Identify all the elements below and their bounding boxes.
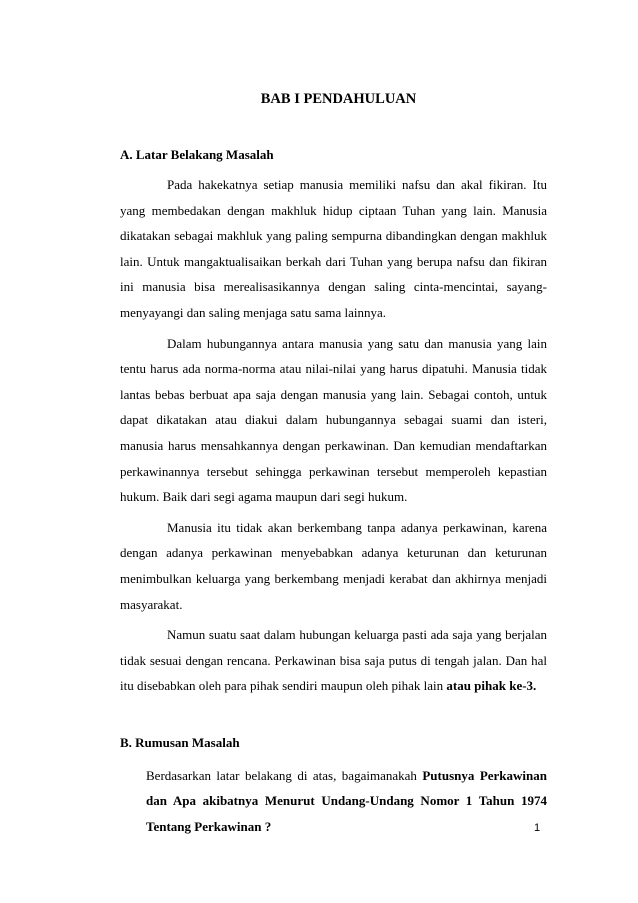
paragraph-4-text: Namun suatu saat dalam hubungan keluarga pasti ada saja yang berjalan tidak sesuai dengan rencana. Perkawinan bisa saja putus di tengah jalan. Dan hal itu disebabkan oleh para pihak sendiri maupun oleh pihak lain <box>120 627 547 694</box>
chapter-title: BAB I PENDAHULUAN <box>260 91 417 107</box>
section-b-text: Berdasarkan latar belakang di atas, bagaimanakah <box>146 767 417 783</box>
paragraph-4-bold-text: atau pihak ke-3. <box>446 678 537 694</box>
section-b-heading: B. Rumusan Masalah <box>120 734 240 750</box>
section-a-paragraph-4 <box>120 622 547 699</box>
section-b-paragraph <box>146 763 547 840</box>
page-content <box>120 89 547 840</box>
section-a-paragraph-2: Dalam hubungannya antara manusia yang satu dan manusia yang lain tentu harus ada norma-norma atau nilai-nilai yang harus dipatuhi. Manusia tidak lantas bebas berbuat apa saja dengan manusia yang lain. Sebagai contoh, untuk dapat dikatakan atau diakui dalam hubungannya sebagai suami dan isteri, manusia harus mensahkannya dengan perkawinan. Dan kemudian mendaftarkan perkawinannya tersebut sehingga perkawinan tersebut memperoleh kepastian hukum. Baik dari segi agama maupun dari segi hukum. <box>120 335 547 505</box>
section-a-paragraph-1: Pada hakekatnya setiap manusia memiliki nafsu dan akal fikiran. Itu yang membedakan dengan makhluk hidup ciptaan Tuhan yang lain. Manusia dikatakan sebagai makhluk yang paling sempurna dibandingkan dengan makhluk lain. Untuk mangaktualisaikan berkah dari Tuhan yang berupa nafsu dan fikiran ini manusia bisa merealisasikannya dengan saling cinta-mencintai, sayang-menyayangi dan saling menjaga satu sama lainnya. <box>120 177 547 320</box>
section-b-bold-question: Putusnya Perkawinan dan Apa akibatnya Menurut Undang-Undang Nomor 1 Tahun 1974 Tentang Perkawinan ? <box>146 767 547 835</box>
section-a-heading: A. Latar Belakang Masalah <box>120 147 274 162</box>
section-a-paragraph-3: Manusia itu tidak akan berkembang tanpa adanya perkawinan, karena dengan adanya perkawinan menyebabkan adanya keturunan dan keturunan menimbulkan keluarga yang berkembang menjadi kerabat dan akhirnya menjadi masyarakat. <box>120 519 547 612</box>
page-number: 1 <box>534 822 541 834</box>
